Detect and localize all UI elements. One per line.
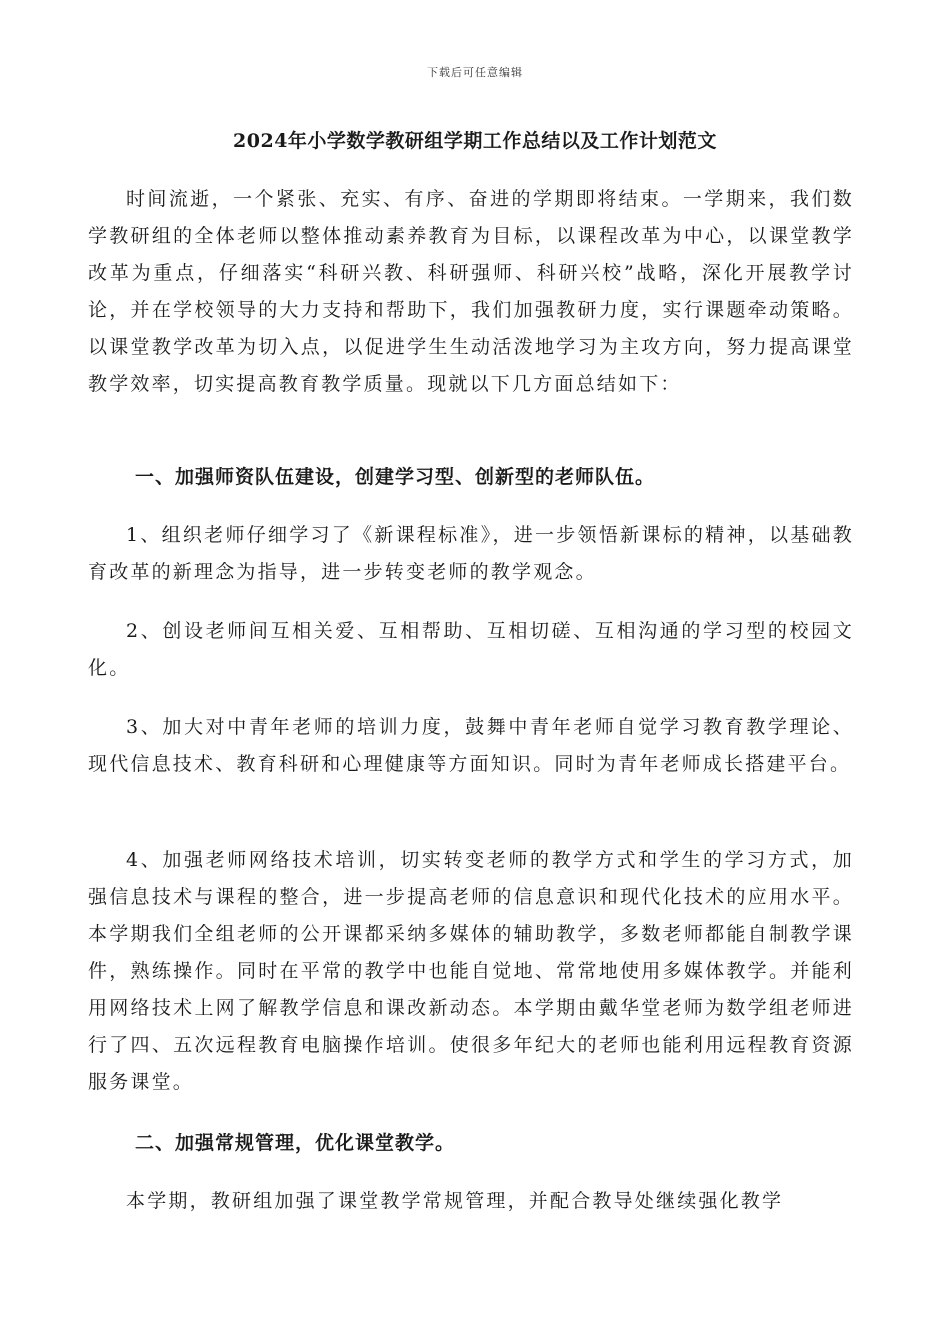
header-note: 下载后可任意编辑 (427, 66, 523, 79)
section-1-heading: 一、加强师资队伍建设，创建学习型、创新型的老师队伍。 (135, 466, 656, 488)
section-1-item-4: 4、加强老师网络技术培训，切实转变老师的教学方式和学生的学习方式，加强信息技术与课程的整合，进一步提高老师的信息意识和现代化技术的应用水平。本学期我们全组老师的公开课都采纳多媒体的辅助教学，多数老师都能自制教学课件，熟练操作。同时在平常的教学中也能自觉地、常常地使用多媒体教学。并能利用网络技术上网了解教学信息和课改新动态。本学期由戴华堂老师为数学组老师进行了四、五次远程教育电脑操作培训。使很多年纪大的老师也能利用远程教育资源服务课堂。 (88, 849, 854, 1093)
intro-paragraph: 时间流逝，一个紧张、充实、有序、奋进的学期即将结束。一学期来，我们数学教研组的全体老师以整体推动素养教育为目标，以课程改革为中心，以课堂教学改革为重点，仔细落实“科研兴教、科研强师、科研兴校”战略，深化开展教学讨论，并在学校领导的大力支持和帮助下，我们加强教研力度，实行课题牵动策略。以课堂教学改革为切入点，以促进学生生动活泼地学习为主攻方向，努力提高课堂教学效率，切实提高教育教学质量。现就以下几方面总结如下： (88, 188, 854, 395)
section-2-intro: 本学期，教研组加强了课堂教学常规管理，并配合教导处继续强化教学 (126, 1190, 784, 1212)
section-2-heading: 二、加强常规管理，优化课堂教学。 (135, 1132, 456, 1154)
section-1-item-2: 2、创设老师间互相关爱、互相帮助、互相切磋、互相沟通的学习型的校园文化。 (88, 620, 854, 679)
document-title: 2024年小学数学教研组学期工作总结以及工作计划范文 (233, 130, 717, 152)
section-1-item-1: 1、组织老师仔细学习了《新课程标准》，进一步领悟新课标的精神，以基础教育改革的新理念为指导，进一步转变老师的教学观念。 (88, 524, 854, 583)
section-1-item-3: 3、加大对中青年老师的培训力度，鼓舞中青年老师自觉学习教育教学理论、现代信息技术、教育科研和心理健康等方面知识。同时为青年老师成长搭建平台。 (88, 716, 854, 775)
